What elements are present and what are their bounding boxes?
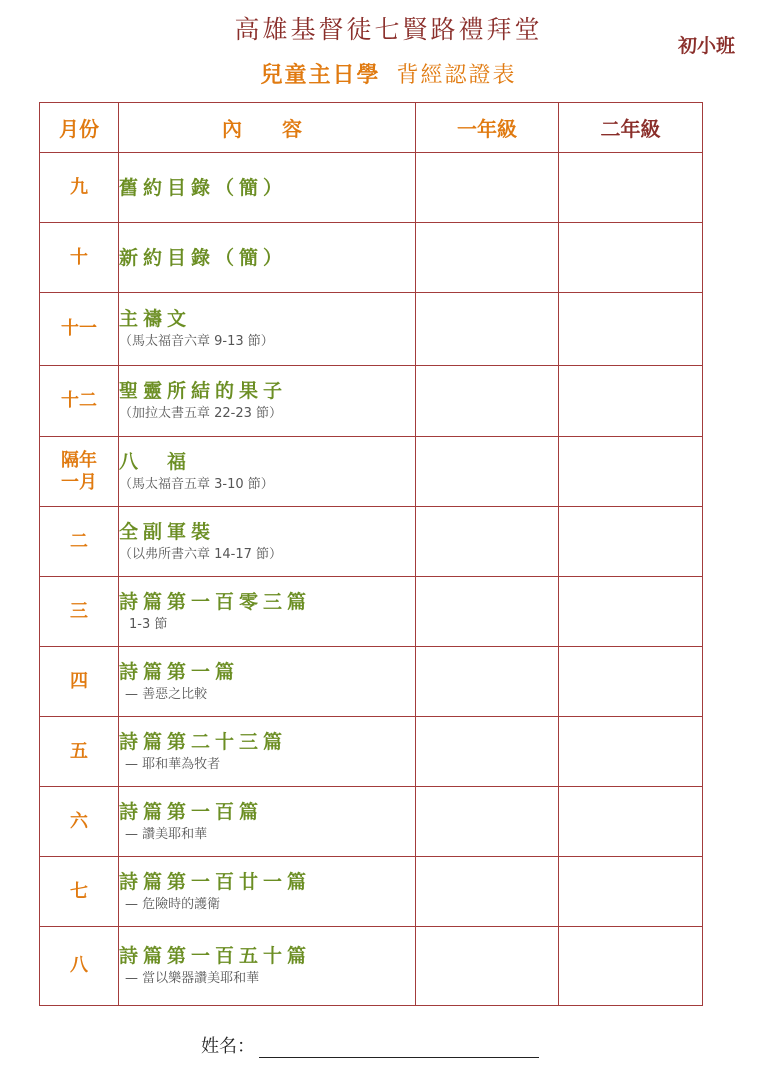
month-cell: 五: [40, 717, 119, 787]
header-content: 內 容: [119, 103, 416, 153]
month-cell: 二: [40, 507, 119, 577]
header-grade1: 一年級: [416, 103, 559, 153]
grade1-cell[interactable]: [416, 577, 559, 647]
month-cell: 六: [40, 787, 119, 857]
verse-reference: — 善惡之比較: [125, 686, 208, 702]
form-name: 背經認證表: [396, 63, 517, 88]
content-cell: [119, 577, 416, 647]
table-row: [40, 647, 703, 717]
content-cell: [119, 223, 416, 293]
grade2-cell[interactable]: [559, 857, 703, 927]
table-row: [40, 507, 703, 577]
table-row: [40, 223, 703, 293]
table-row: [40, 857, 703, 927]
verse-title: 詩篇第一篇: [119, 660, 240, 683]
verse-reference: （以弗所書六章 14-17 節）: [119, 546, 283, 562]
content-cell: [119, 437, 416, 507]
verse-title: 主禱文: [119, 308, 192, 330]
table-row: [40, 366, 703, 437]
grade1-cell[interactable]: [416, 293, 559, 366]
verse-title: 詩篇第一百五十篇: [119, 945, 312, 967]
table-row: [40, 577, 703, 647]
grade2-cell[interactable]: [559, 647, 703, 717]
table-row: [40, 787, 703, 857]
verse-title: 全副軍裝: [119, 520, 216, 543]
verse-reference: （馬太福音六章 9-13 節）: [119, 334, 274, 349]
month-cell: 三: [40, 577, 119, 647]
memory-verse-table: [39, 102, 703, 1006]
church-name: 高雄基督徒七賢路禮拜堂: [234, 15, 543, 44]
grade1-cell[interactable]: [416, 507, 559, 577]
verse-title: 詩篇第二十三篇: [119, 730, 288, 753]
verse-reference: 1-3 節: [129, 616, 168, 632]
content-cell: [119, 717, 416, 787]
content-cell: [119, 647, 416, 717]
grade1-cell[interactable]: [416, 787, 559, 857]
table-header-row: [40, 103, 703, 153]
grade2-cell[interactable]: [559, 927, 703, 1006]
month-cell: 九: [40, 153, 119, 223]
grade2-cell[interactable]: [559, 507, 703, 577]
content-cell: [119, 787, 416, 857]
content-cell: [119, 293, 416, 366]
grade1-cell[interactable]: [416, 223, 559, 293]
content-cell: [119, 927, 416, 1006]
month-cell: 八: [40, 927, 119, 1006]
month-label: 隔年一月: [61, 449, 97, 493]
header-month: 月份: [40, 103, 119, 153]
month-cell: 七: [40, 857, 119, 927]
grade2-cell[interactable]: [559, 366, 703, 437]
verse-title: 詩篇第一百篇: [119, 800, 264, 823]
grade2-cell[interactable]: [559, 223, 703, 293]
content-cell: [119, 507, 416, 577]
verse-reference: — 耶和華為牧者: [125, 756, 221, 772]
grade1-cell[interactable]: [416, 366, 559, 437]
grade1-cell[interactable]: [416, 857, 559, 927]
month-cell: 十一: [40, 293, 119, 366]
grade2-cell[interactable]: [559, 717, 703, 787]
grade2-cell[interactable]: [559, 787, 703, 857]
name-label: 姓名：: [201, 1036, 255, 1057]
verse-title: 聖靈所結的果子: [119, 380, 288, 402]
verse-title: 詩篇第一百廿一篇: [119, 870, 312, 893]
form-subtitle: [0, 58, 777, 89]
table-row: [40, 153, 703, 223]
school-name: 兒童主日學: [260, 63, 381, 88]
verse-title: 八 福: [119, 450, 192, 473]
grade2-cell[interactable]: [559, 293, 703, 366]
content-cell: [119, 857, 416, 927]
class-label: 初小班: [678, 35, 736, 57]
content-cell: [119, 366, 416, 437]
verse-title: 新約目錄（簡）: [119, 246, 288, 269]
grade1-cell[interactable]: [416, 717, 559, 787]
grade2-cell[interactable]: [559, 437, 703, 507]
verse-reference: — 讚美耶和華: [125, 826, 208, 842]
month-cell: [40, 437, 119, 507]
verse-title: 詩篇第一百零三篇: [119, 590, 312, 613]
table-row: [40, 437, 703, 507]
grade1-cell[interactable]: [416, 153, 559, 223]
verse-reference: — 危險時的護衛: [125, 896, 221, 912]
month-cell: 十二: [40, 366, 119, 437]
month-cell: 四: [40, 647, 119, 717]
table-row: [40, 927, 703, 1006]
month-cell: 十: [40, 223, 119, 293]
verse-reference: — 當以樂器讚美耶和華: [125, 971, 260, 986]
grade2-cell[interactable]: [559, 153, 703, 223]
grade1-cell[interactable]: [416, 647, 559, 717]
table-row: [40, 293, 703, 366]
grade1-cell[interactable]: [416, 437, 559, 507]
grade2-cell[interactable]: [559, 577, 703, 647]
verse-reference: （馬太福音五章 3-10 節）: [119, 476, 274, 492]
content-cell: [119, 153, 416, 223]
table-row: [40, 717, 703, 787]
grade1-cell[interactable]: [416, 927, 559, 1006]
name-field: [201, 1032, 539, 1058]
name-blank-line[interactable]: [259, 1039, 539, 1058]
verse-reference: （加拉太書五章 22-23 節）: [119, 406, 283, 421]
header-grade2: 二年級: [559, 103, 703, 153]
verse-title: 舊約目錄（簡）: [119, 176, 288, 199]
